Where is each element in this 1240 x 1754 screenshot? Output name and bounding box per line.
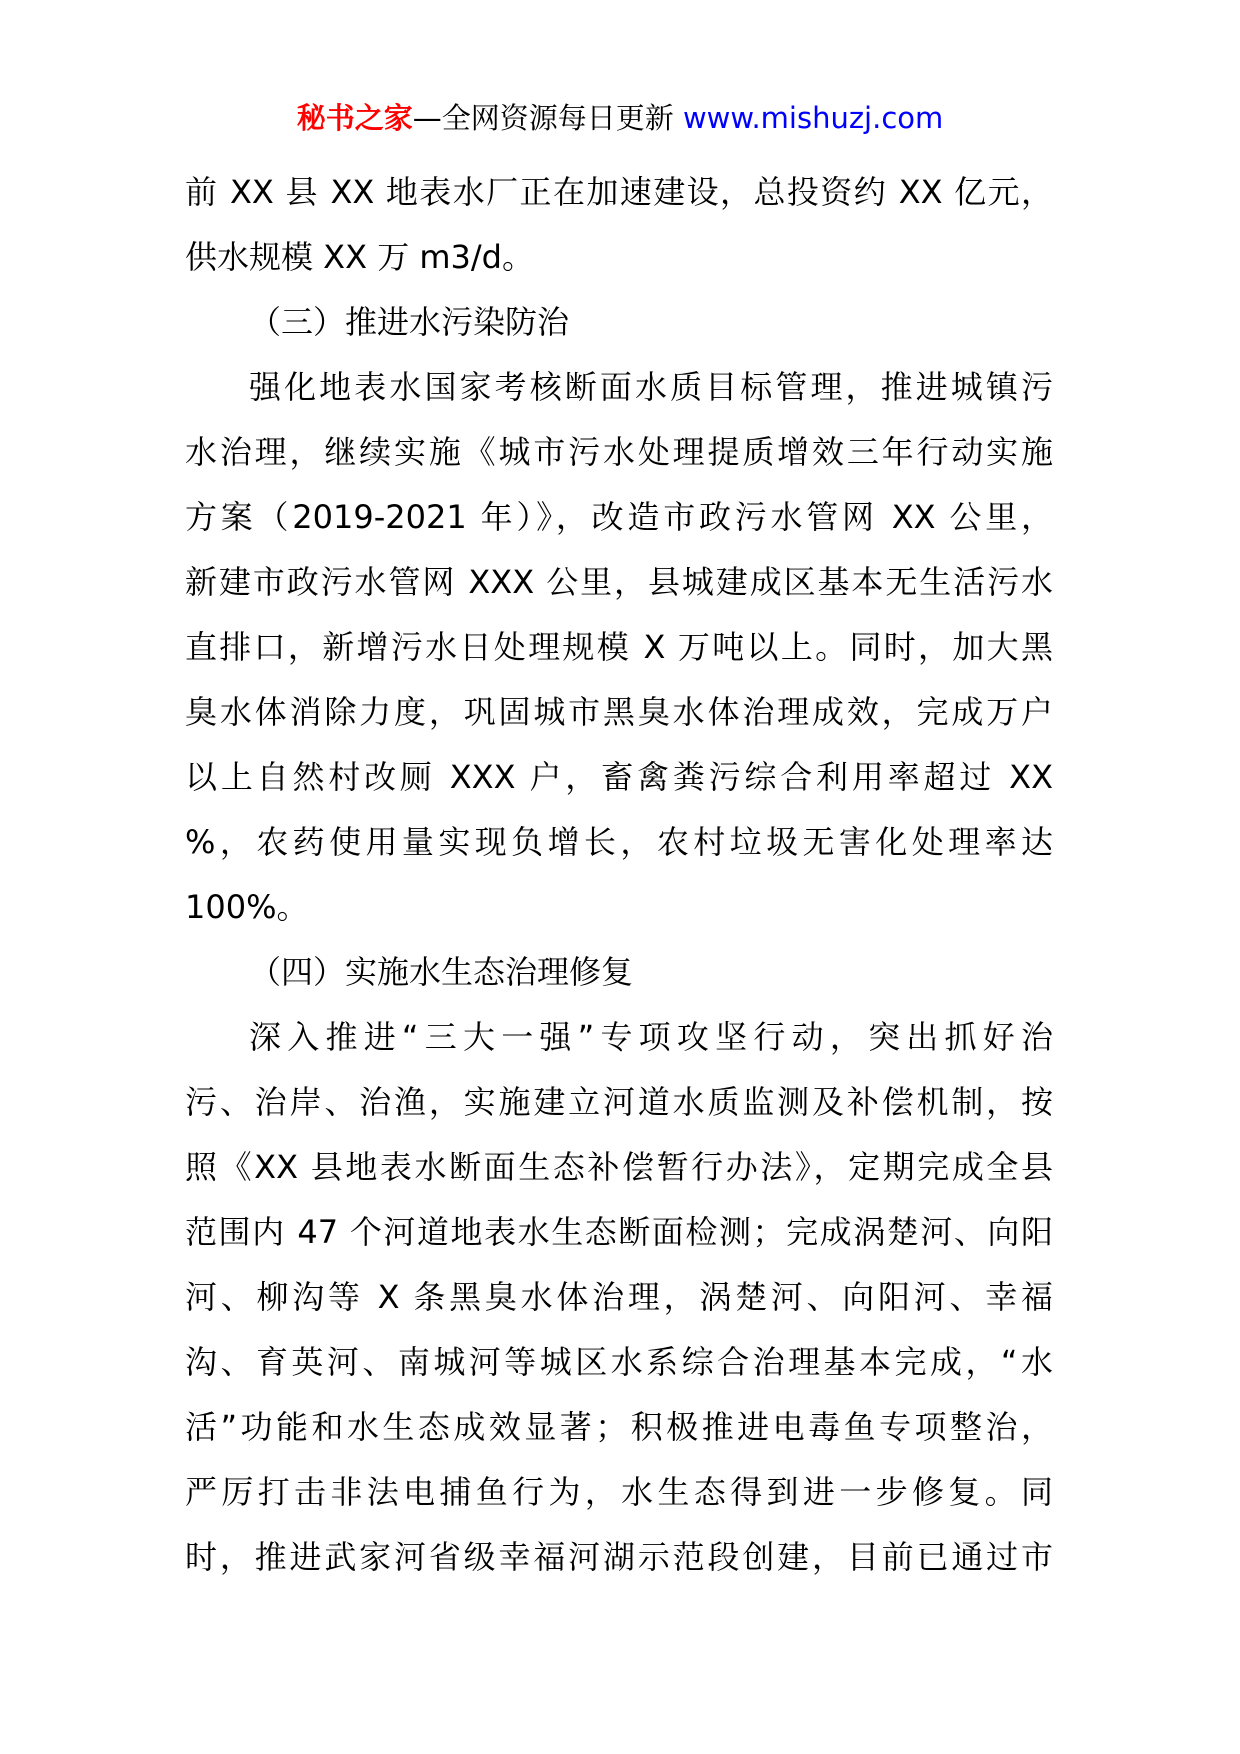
text-line: 以上自然村改厕 XXX 户，畜禽粪污综合利用率超过 XX [185,758,1053,796]
text-line: 沟、育英河、南城河等城区水系综合治理基本完成，“水 [185,1343,1053,1381]
text-line: 100%。 [185,888,309,926]
paragraph-first-line: 深入推进“三大一强”专项攻坚行动，突出抓好治 [249,1018,1053,1056]
text-line: 前 XX 县 XX 地表水厂正在加速建设，总投资约 XX 亿元， [185,173,1053,211]
page-header [0,98,1240,138]
text-line: 活”功能和水生态成效显著；积极推进电毒鱼专项整治， [185,1408,1053,1446]
text-line: 方案（2019-2021 年）》，改造市政污水管网 XX 公里， [185,498,1053,536]
text-line: 新建市政污水管网 XXX 公里，县城建成区基本无生活污水 [185,563,1053,601]
text-line: 照《XX 县地表水断面生态补偿暂行办法》，定期完成全县 [185,1148,1053,1186]
paragraph-first-line: 强化地表水国家考核断面水质目标管理，推进城镇污 [249,368,1053,406]
text-line: 直排口，新增污水日处理规模 X 万吨以上。同时，加大黑 [185,628,1053,666]
text-line: 水治理，继续实施《城市污水处理提质增效三年行动实施 [185,433,1053,471]
header-slogan: —全网资源每日更新 [412,101,674,135]
text-line: %，农药使用量实现负增长，农村垃圾无害化处理率达 [185,823,1053,861]
section-heading: （三）推进水污染防治 [249,303,570,341]
text-line: 时，推进武家河省级幸福河湖示范段创建，目前已通过市 [185,1538,1053,1576]
text-line: 臭水体消除力度，巩固城市黑臭水体治理成效，完成万户 [185,693,1053,731]
text-line: 范围内 47 个河道地表水生态断面检测；完成涡楚河、向阳 [185,1213,1053,1251]
header-url-link[interactable]: www.mishuzj.com [682,101,944,135]
text-line: 严厉打击非法电捕鱼行为，水生态得到进一步修复。同 [185,1473,1053,1511]
document-body [185,160,1053,1590]
header-brand: 秘书之家 [296,101,413,135]
text-line: 供水规模 XX 万 m3/d。 [185,238,534,276]
section-heading: （四）实施水生态治理修复 [249,953,634,991]
text-line: 河、柳沟等 X 条黑臭水体治理，涡楚河、向阳河、幸福 [185,1278,1053,1316]
text-line: 污、治岸、治渔，实施建立河道水质监测及补偿机制，按 [185,1083,1053,1121]
